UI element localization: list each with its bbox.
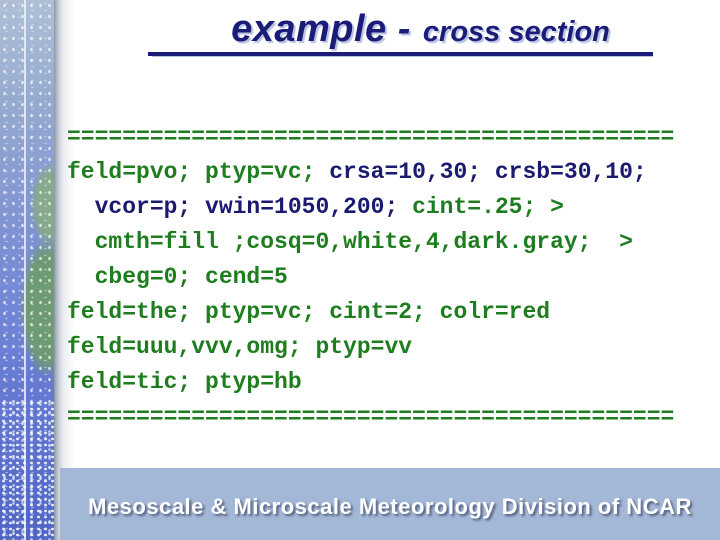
footer-text: Mesoscale & Microscale Meteorology Division of NCAR (88, 494, 692, 519)
code-segment: feld=tic; ptyp=hb (67, 369, 302, 395)
code-line (67, 260, 717, 295)
code-block (67, 120, 717, 435)
code-line (67, 295, 717, 330)
code-line (67, 155, 717, 190)
code-separator-bottom (67, 400, 717, 435)
code-segment: crsa=10,30; crsb=30,10; (329, 159, 647, 185)
code-line (67, 330, 717, 365)
code-segment: ============================================ (67, 404, 675, 430)
code-segment: vcor=p; vwin=1050,200; (67, 194, 413, 220)
code-segment: ============================================ (67, 124, 675, 150)
code-segment: feld=uuu,vvv,omg; ptyp=vv (67, 334, 413, 360)
title-sub-text: cross section (422, 16, 610, 48)
footer-band (60, 468, 720, 540)
weather-map-wind-barbs (0, 400, 54, 540)
code-segment: feld=the; ptyp=vc; cint=2; colr=red (67, 299, 551, 325)
code-line (67, 190, 717, 225)
code-line (67, 225, 717, 260)
code-segment: cmth=fill ;cosq=0,white,4,dark.gray; > (67, 229, 633, 255)
code-segment: feld=pvo; ptyp=vc; (67, 159, 330, 185)
code-segment: cint=.25; > (412, 194, 564, 220)
code-separator-top (67, 120, 717, 155)
page-title (148, 8, 653, 56)
title-main-text: example - (231, 8, 411, 50)
code-segment: cbeg=0; cend=5 (67, 264, 288, 290)
code-line (67, 365, 717, 400)
